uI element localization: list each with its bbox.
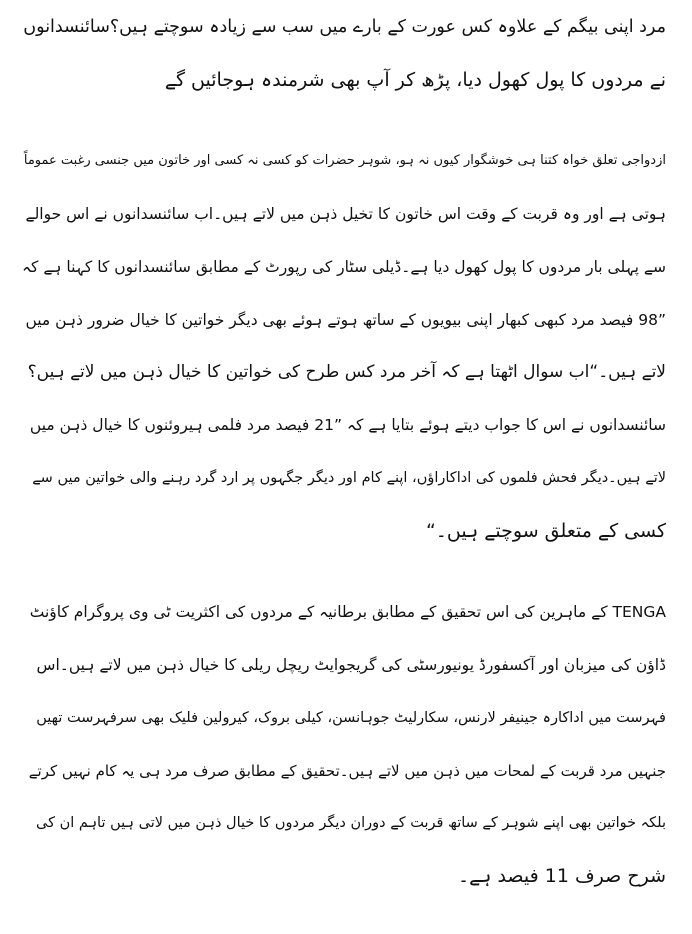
paragraph-1-line-8: کسی کے متعلق سوچتے ہیں۔“ [425, 520, 666, 542]
paragraph-1-line-2: ہوتی ہے اور وہ قربت کے وقت اس خاتون کا تخیل ذہن میں لاتے ہیں۔اب سائنسدانوں نے اس حوالے [25, 205, 666, 223]
paragraph-2-line-3: فہرست میں اداکارہ جینیفر لارنس، سکارلیٹ جوہانسن، کیلی بروک، کیرولین فلیک بھی سرفہرست تھیں [36, 710, 666, 726]
paragraph-2-line-5: بلکہ خواتین بھی اپنے شوہر کے ساتھ قربت کے دوران دیگر مردوں کا خیال ذہن میں لاتی ہیں تاہم ان کی [36, 815, 666, 831]
paragraph-1-line-7: لاتے ہیں۔دیگر فحش فلموں کی اداکاراؤں، اپنے کام اور دیگر جگہوں پر ارد گرد رہنے والی خواتین میں سے [32, 470, 666, 486]
paragraph-1-line-3: سے پہلی بار مردوں کا پول کھول دیا ہے۔ڈیلی سٹار کی رپورٹ کے مطابق سائنسدانوں کا کہنا ہے کہ [21, 258, 666, 276]
paragraph-1-line-6: سائنسدانوں نے اس کا جواب دیتے ہوئے بتایا ہے کہ ”21 فیصد مرد فلمی ہیروئنوں کا خیال ذہن میں [29, 416, 666, 434]
paragraph-1-line-4: ”98 فیصد مرد کبھی کبھار اپنی بیویوں کے ساتھ ہوتے ہوئے بھی دیگر خواتین کا خیال ضرور ذہن میں [25, 311, 666, 329]
paragraph-1-line-5: لاتے ہیں۔“اب سوال اٹھتا ہے کہ آخر مرد کس طرح کی خواتین کا خیال ذہن میں لاتے ہیں؟ [27, 362, 666, 382]
paragraph-2-line-4: جنہیں مرد قربت کے لمحات میں ذہن میں لاتے ہیں۔تحقیق کے مطابق صرف مرد ہی یہ کام نہیں کرتے [28, 762, 666, 780]
paragraph-2-line-6: شرح صرف 11 فیصد ہے۔ [458, 865, 666, 887]
headline-line-1: مرد اپنی بیگم کے علاوہ کس عورت کے بارے میں سب سے زیادہ سوچتے ہیں؟سائنسدانوں [23, 17, 666, 37]
paragraph-2-line-2: ڈاؤن کی میزبان اور آکسفورڈ یونیورسٹی کی گریجوایٹ ریچل ریلی کا خیال ذہن میں لاتے ہیں۔اس [36, 656, 666, 674]
paragraph-2-line-1: TENGA کے ماہرین کی اس تحقیق کے مطابق برطانیہ کے مردوں کی اکثریت ٹی وی پروگرام کاؤنٹ [29, 603, 666, 621]
paragraph-1-line-1: ازدواجی تعلق خواہ کتنا ہی خوشگوار کیوں نہ ہو، شوہر حضرات کو کسی نہ کسی اور خاتون میں جنسی رغبت عموماً [23, 153, 666, 168]
headline-line-2: نے مردوں کا پول کھول دیا، پڑھ کر آپ بھی شرمندہ ہوجائیں گے [164, 69, 666, 91]
